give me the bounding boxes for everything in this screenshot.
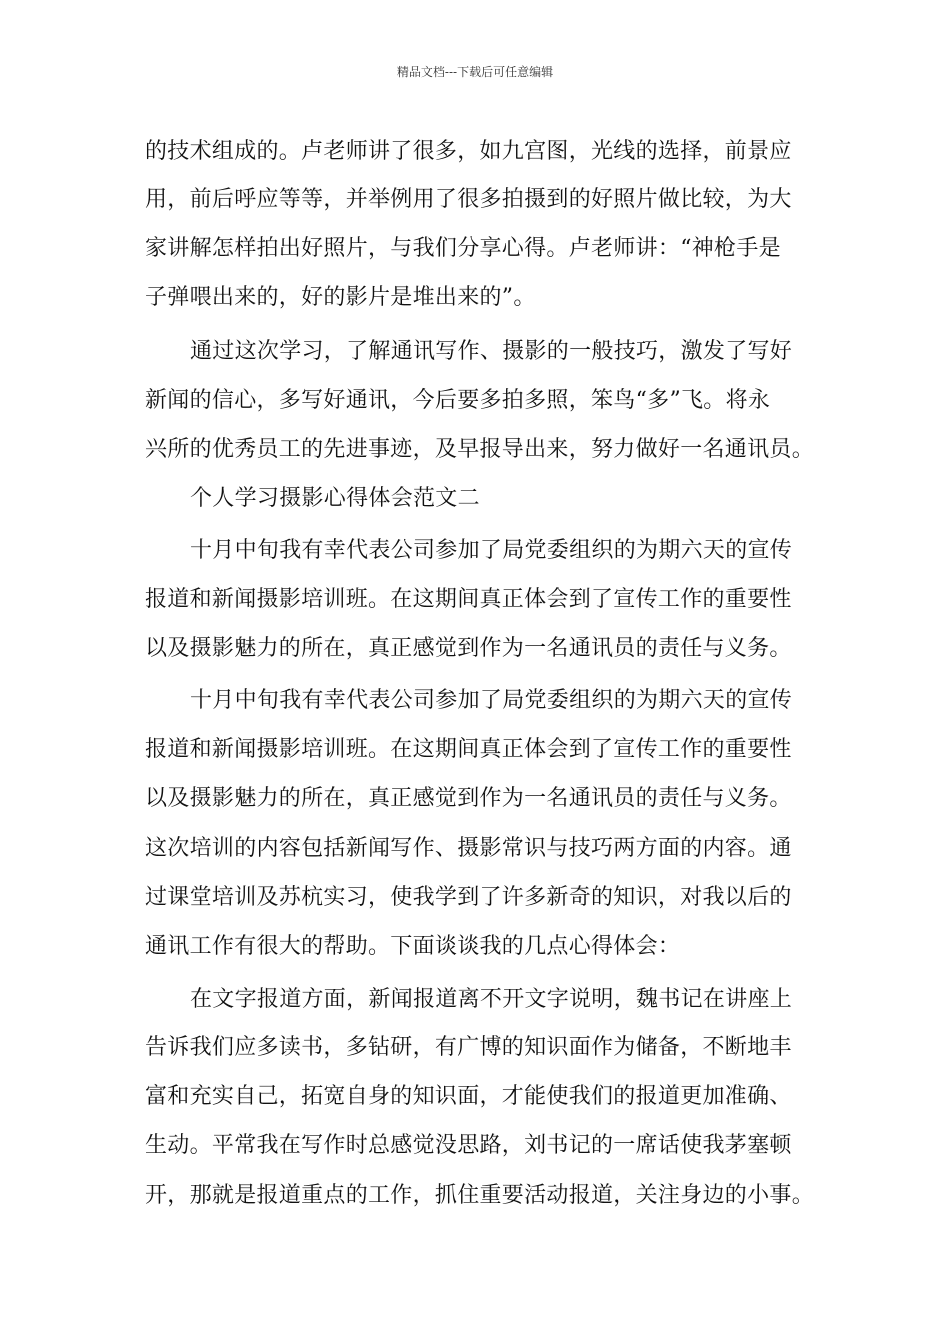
text-line: 通过这次学习，了解通讯写作、摄影的一般技巧，激发了写好 bbox=[190, 339, 793, 364]
text-line: 子弹喂出来的，好的影片是堆出来的”。 bbox=[145, 285, 536, 310]
text-line: 告诉我们应多读书，多钻研，有广博的知识面作为储备，不断地丰 bbox=[145, 1035, 792, 1060]
text-line: 富和充实自己，拓宽自身的知识面，才能使我们的报道更加准确、 bbox=[145, 1084, 792, 1109]
text-line: 通讯工作有很大的帮助。下面谈谈我的几点心得体会： bbox=[145, 934, 681, 959]
text-line: 以及摄影魅力的所在，真正感觉到作为一名通讯员的责任与义务。 bbox=[145, 786, 792, 811]
text-line: 生动。平常我在写作时总感觉没思路，刘书记的一席话使我茅塞顿 bbox=[145, 1133, 792, 1158]
text-line: 用，前后呼应等等，并举例用了很多拍摄到的好照片做比较，为大 bbox=[145, 187, 792, 212]
text-line: 报道和新闻摄影培训班。在这期间真正体会到了宣传工作的重要性 bbox=[145, 587, 792, 612]
text-line: 在文字报道方面，新闻报道离不开文字说明，魏书记在讲座上 bbox=[190, 987, 793, 1012]
text-line: 的技术组成的。卢老师讲了很多，如九宫图，光线的选择，前景应 bbox=[145, 139, 792, 164]
text-line: 十月中旬我有幸代表公司参加了局党委组织的为期六天的宣传 bbox=[190, 538, 793, 563]
page-header: 精品文档---下载后可任意编辑 bbox=[396, 65, 554, 79]
text-line: 十月中旬我有幸代表公司参加了局党委组织的为期六天的宣传 bbox=[190, 688, 793, 713]
text-line: 过课堂培训及苏杭实习，使我学到了许多新奇的知识，对我以后的 bbox=[145, 885, 792, 910]
section-title: 个人学习摄影心得体会范文二 bbox=[190, 486, 480, 511]
text-line: 报道和新闻摄影培训班。在这期间真正体会到了宣传工作的重要性 bbox=[145, 737, 792, 762]
text-line: 以及摄影魅力的所在，真正感觉到作为一名通讯员的责任与义务。 bbox=[145, 636, 792, 661]
text-line: 这次培训的内容包括新闻写作、摄影常识与技巧两方面的内容。通 bbox=[145, 836, 792, 861]
text-line: 新闻的信心，多写好通讯，今后要多拍多照，笨鸟“多”飞。将永 bbox=[145, 388, 771, 413]
text-line: 家讲解怎样拍出好照片，与我们分享心得。卢老师讲：“神枪手是 bbox=[145, 236, 781, 261]
text-line: 兴所的优秀员工的先进事迹，及早报导出来，努力做好一名通讯员。 bbox=[145, 437, 815, 462]
text-line: 开，那就是报道重点的工作，抓住重要活动报道，关注身边的小事。 bbox=[145, 1183, 815, 1208]
